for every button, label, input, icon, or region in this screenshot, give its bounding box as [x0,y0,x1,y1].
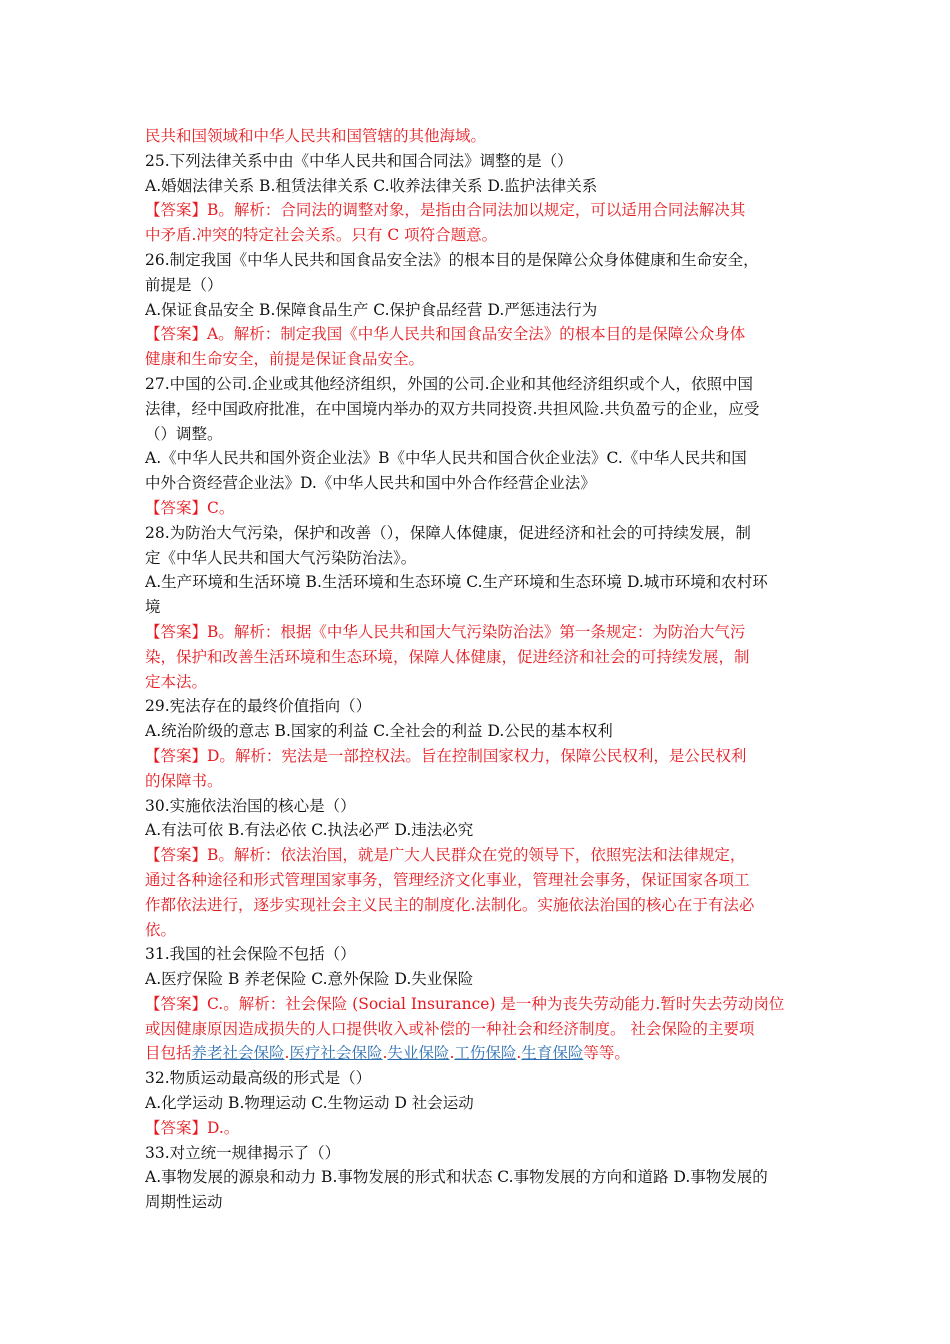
answer-line: 【答案】B。解析：合同法的调整对象，是指由合同法加以规定，可以适用合同法解决其 [145,201,746,220]
question-line: 32.物质运动最高级的形式是（） [145,1069,372,1088]
options-line: A.婚姻法律关系 B.租赁法律关系 C.收养法律关系 D.监护法律关系 [145,176,598,195]
answer-line: 民共和国领域和中华人民共和国管辖的其他海域。 [145,127,487,145]
options-line: 中外合资经营企业法》D.《中华人民共和国中外合作经营企业法》 [145,474,596,493]
question-line: 27.中国的公司.企业或其他经济组织，外国的公司.企业和其他经济组织或个人，依照中国 [145,374,754,393]
options-line: A.《中华人民共和国外资企业法》B《中华人民共和国合伙企业法》C.《中华人民共和国 [145,449,747,468]
question-line: 30.实施依法治国的核心是（） [145,796,356,815]
answer-line: 中矛盾.冲突的特定社会关系。只有 C 项符合题意。 [145,226,498,245]
link-maternity-insurance[interactable]: 生育保险 [521,1044,584,1063]
answer-line: 的保障书。 [145,771,223,790]
options-line: A.统治阶级的意志 B.国家的利益 C.全社会的利益 D.公民的基本权利 [145,722,613,741]
options-line: A.化学运动 B.物理运动 C.生物运动 D 社会运动 [145,1094,474,1113]
options-line: A.保证食品安全 B.保障食品生产 C.保护食品经营 D.严惩违法行为 [145,300,598,319]
question-line: 前提是（） [145,275,223,294]
link-medical-insurance[interactable]: 医疗社会保险 [289,1044,383,1063]
answer-line: 【答案】C。 [145,498,235,517]
options-line: 境 [145,598,161,617]
options-line: A.医疗保险 B 养老保险 C.意外保险 D.失业保险 [145,970,474,989]
answer-line: 或因健康原因造成损失的人口提供收入或补偿的一种社会和经济制度。 社会保险的主要项 [145,1019,755,1038]
link-work-injury-insurance[interactable]: 工伤保险 [454,1044,517,1063]
question-line: 29.宪法存在的最终价值指向（） [145,697,372,716]
question-line: 33.对立统一规律揭示了（） [145,1143,341,1162]
text-block-lower [145,1066,806,1215]
text-block-upper [145,124,806,1041]
answer-line-links [145,1041,806,1066]
options-line: A.生产环境和生活环境 B.生活环境和生态环境 C.生产环境和生态环境 D.城市环境和农村环 [145,573,768,592]
link-separator: . [516,1044,522,1063]
link-separator: . [382,1044,388,1063]
answer-line: 【答案】D.。 [145,1118,240,1137]
link-unemployment-insurance[interactable]: 失业保险 [387,1044,450,1063]
answer-line: 依。 [145,920,177,939]
question-line: 28.为防治大气污染，保护和改善（），保障人体健康，促进经济和社会的可持续发展，制 [145,523,751,542]
answer-line: 【答案】A。解析：制定我国《中华人民共和国食品安全法》的根本目的是保障公众身体 [145,325,746,344]
link-pension-insurance[interactable]: 养老社会保险 [191,1044,285,1063]
answer-line: 【答案】B。解析：依法治国，就是广大人民群众在党的领导下，依照宪法和法律规定， [145,846,746,865]
links-suffix: 等等。 [583,1044,630,1063]
answer-line: 定本法。 [145,672,208,691]
question-line: （）调整。 [145,424,223,443]
link-separator: . [449,1044,455,1063]
question-line: 26.制定我国《中华人民共和国食品安全法》的根本目的是保障公众身体健康和生命安全， [145,250,759,269]
options-line: A.有法可依 B.有法必依 C.执法必严 D.违法必究 [145,821,474,840]
question-line: 25.下列法律关系中由《中华人民共和国合同法》调整的是（） [145,151,573,170]
answer-line: 染，保护和改善生活环境和生态环境，保障人体健康，促进经济和社会的可持续发展，制 [145,647,750,666]
answer-line: 通过各种途径和形式管理国家事务，管理经济文化事业，管理社会事务，保证国家各项工 [145,870,750,889]
answer-line: 健康和生命安全，前提是保证食品安全。 [145,350,425,369]
links-prefix: 目包括 [145,1044,192,1063]
answer-line: 【答案】C.。解析：社会保险 (Social Insurance) 是一种为丧失劳动能力.暂时失去劳动岗位 [145,994,785,1013]
answer-line: 作都依法进行，逐步实现社会主义民主的制度化.法制化。实施依法治国的核心在于有法必 [145,895,755,914]
question-line: 31.我国的社会保险不包括（） [145,945,356,964]
options-line: A.事物发展的源泉和动力 B.事物发展的形式和状态 C.事物发展的方向和道路 D.事物发展的 [145,1168,768,1187]
options-line: 周期性运动 [145,1193,223,1212]
question-line: 定《中华人民共和国大气污染防治法》。 [145,548,417,567]
link-separator: . [284,1044,290,1063]
answer-line: 【答案】D。解析：宪法是一部控权法。旨在控制国家权力，保障公民权利，是公民权利 [145,746,747,765]
answer-line: 【答案】B。解析：根据《中华人民共和国大气污染防治法》第一条规定：为防治大气污 [145,622,746,641]
question-line: 法律，经中国政府批准，在中国境内举办的双方共同投资.共担风险.共负盈亏的企业，应受 [145,399,760,418]
